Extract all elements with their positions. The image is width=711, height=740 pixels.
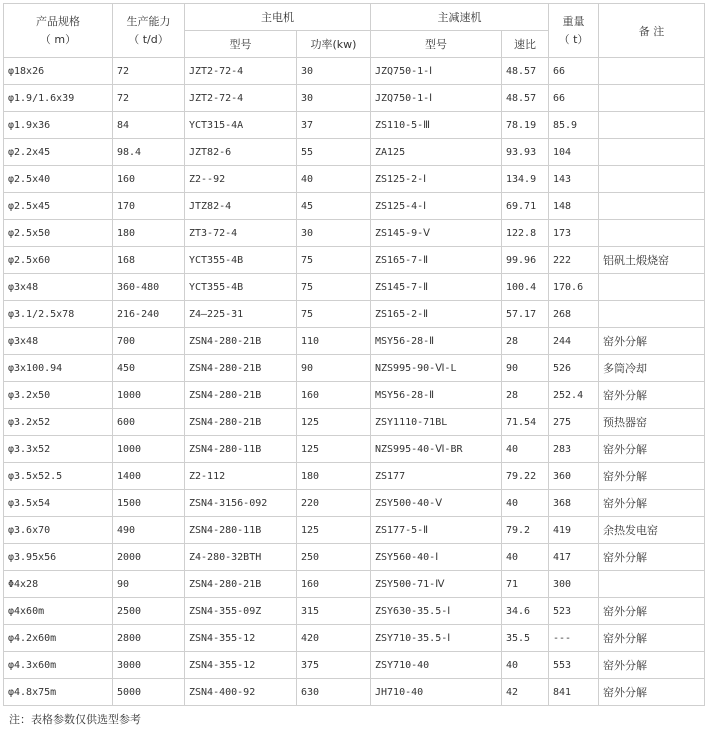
cell-spec: φ1.9x36	[4, 112, 113, 139]
cell-motor-power: 125	[297, 409, 371, 436]
cell-motor-model: Z2-112	[185, 463, 297, 490]
cell-motor-model: ZSN4-280-11B	[185, 436, 297, 463]
table-row	[4, 112, 705, 139]
cell-remark: 余热发电窑	[599, 517, 705, 544]
cell-motor-model: Z2--92	[185, 166, 297, 193]
cell-motor-model: ZSN4-280-21B	[185, 571, 297, 598]
cell-reducer-model: ZSY1110-71BL	[371, 409, 502, 436]
cell-spec: φ3.2x50	[4, 382, 113, 409]
cell-motor-power: 30	[297, 58, 371, 85]
cell-spec: φ4.3x60m	[4, 652, 113, 679]
cell-motor-power: 160	[297, 571, 371, 598]
cell-reducer-model: ZS110-5-Ⅲ	[371, 112, 502, 139]
cell-reducer-ratio: 90	[502, 355, 549, 382]
cell-motor-power: 180	[297, 463, 371, 490]
cell-motor-model: ZT3-72-4	[185, 220, 297, 247]
cell-motor-model: JTZ82-4	[185, 193, 297, 220]
cell-remark: 多筒冷却	[599, 355, 705, 382]
cell-spec: φ2.2x45	[4, 139, 113, 166]
cell-spec: φ1.9/1.6x39	[4, 85, 113, 112]
cell-weight: 143	[549, 166, 599, 193]
cell-reducer-ratio: 57.17	[502, 301, 549, 328]
cell-motor-model: YCT355-4B	[185, 247, 297, 274]
cell-remark: 窑外分解	[599, 328, 705, 355]
cell-weight: 300	[549, 571, 599, 598]
cell-weight: 222	[549, 247, 599, 274]
cell-spec: φ3.5x52.5	[4, 463, 113, 490]
cell-motor-model: ZSN4-355-12	[185, 625, 297, 652]
cell-reducer-ratio: 79.2	[502, 517, 549, 544]
header-reducer-model: 型号	[371, 31, 502, 58]
cell-reducer-ratio: 78.19	[502, 112, 549, 139]
header-weight	[549, 4, 599, 58]
cell-remark	[599, 193, 705, 220]
cell-remark	[599, 58, 705, 85]
cell-reducer-model: ZS145-7-Ⅱ	[371, 274, 502, 301]
kiln-spec-table	[3, 3, 705, 706]
cell-spec: φ18x26	[4, 58, 113, 85]
cell-reducer-ratio: 79.22	[502, 463, 549, 490]
cell-reducer-model: ZS177	[371, 463, 502, 490]
cell-motor-power: 220	[297, 490, 371, 517]
cell-spec: φ4x60m	[4, 598, 113, 625]
cell-capacity: 450	[113, 355, 185, 382]
cell-reducer-ratio: 40	[502, 490, 549, 517]
cell-motor-model: JZT2-72-4	[185, 85, 297, 112]
cell-reducer-ratio: 93.93	[502, 139, 549, 166]
cell-capacity: 170	[113, 193, 185, 220]
cell-remark: 窑外分解	[599, 490, 705, 517]
cell-capacity: 1000	[113, 382, 185, 409]
cell-remark	[599, 139, 705, 166]
header-spec-unit: （ m）	[39, 32, 77, 46]
header-remark: 备 注	[599, 4, 705, 58]
cell-capacity: 98.4	[113, 139, 185, 166]
cell-reducer-model: JZQ750-1-Ⅰ	[371, 85, 502, 112]
cell-capacity: 168	[113, 247, 185, 274]
cell-reducer-model: ZS145-9-Ⅴ	[371, 220, 502, 247]
cell-motor-model: ZSN4-280-21B	[185, 328, 297, 355]
cell-capacity: 2500	[113, 598, 185, 625]
cell-remark: 预热器窑	[599, 409, 705, 436]
header-capacity	[113, 4, 185, 58]
cell-remark: 窑外分解	[599, 652, 705, 679]
cell-spec: φ4.8x75m	[4, 679, 113, 706]
cell-reducer-ratio: 100.4	[502, 274, 549, 301]
cell-motor-model: JZT2-72-4	[185, 58, 297, 85]
cell-reducer-model: ZSY710-35.5-Ⅰ	[371, 625, 502, 652]
cell-weight: 268	[549, 301, 599, 328]
cell-reducer-model: ZSY500-40-Ⅴ	[371, 490, 502, 517]
cell-weight: 170.6	[549, 274, 599, 301]
cell-motor-power: 45	[297, 193, 371, 220]
cell-reducer-ratio: 71	[502, 571, 549, 598]
cell-remark: 窑外分解	[599, 679, 705, 706]
cell-reducer-model: ZSY560-40-Ⅰ	[371, 544, 502, 571]
cell-reducer-ratio: 42	[502, 679, 549, 706]
cell-reducer-ratio: 40	[502, 652, 549, 679]
cell-capacity: 216-240	[113, 301, 185, 328]
cell-remark: 窑外分解	[599, 382, 705, 409]
cell-reducer-ratio: 48.57	[502, 58, 549, 85]
cell-motor-power: 75	[297, 247, 371, 274]
table-row	[4, 409, 705, 436]
cell-spec: φ2.5x40	[4, 166, 113, 193]
cell-capacity: 160	[113, 166, 185, 193]
cell-motor-power: 110	[297, 328, 371, 355]
table-row	[4, 355, 705, 382]
cell-spec: φ3.6x70	[4, 517, 113, 544]
cell-capacity: 1000	[113, 436, 185, 463]
cell-remark	[599, 301, 705, 328]
cell-reducer-model: ZA125	[371, 139, 502, 166]
cell-reducer-model: ZS125-2-Ⅰ	[371, 166, 502, 193]
cell-weight: 275	[549, 409, 599, 436]
cell-motor-power: 125	[297, 517, 371, 544]
cell-spec: Φ4x28	[4, 571, 113, 598]
header-capacity-unit: （ t/d）	[128, 32, 169, 46]
cell-weight: 85.9	[549, 112, 599, 139]
table-row	[4, 58, 705, 85]
cell-spec: φ3x48	[4, 274, 113, 301]
cell-reducer-ratio: 48.57	[502, 85, 549, 112]
table-row	[4, 625, 705, 652]
cell-motor-model: Z4-280-32BTH	[185, 544, 297, 571]
table-row	[4, 139, 705, 166]
header-reducer: 主减速机	[371, 4, 549, 31]
cell-motor-power: 30	[297, 85, 371, 112]
cell-reducer-model: ZSY500-71-Ⅳ	[371, 571, 502, 598]
cell-spec: φ3x100.94	[4, 355, 113, 382]
cell-motor-power: 40	[297, 166, 371, 193]
cell-weight: 360	[549, 463, 599, 490]
cell-remark	[599, 274, 705, 301]
cell-spec: φ3.5x54	[4, 490, 113, 517]
cell-motor-power: 75	[297, 301, 371, 328]
cell-remark	[599, 85, 705, 112]
table-row	[4, 220, 705, 247]
cell-capacity: 360-480	[113, 274, 185, 301]
cell-capacity: 72	[113, 85, 185, 112]
cell-weight: 104	[549, 139, 599, 166]
cell-motor-model: ZSN4-280-11B	[185, 517, 297, 544]
table-row	[4, 490, 705, 517]
cell-reducer-ratio: 122.8	[502, 220, 549, 247]
cell-motor-power: 90	[297, 355, 371, 382]
cell-capacity: 84	[113, 112, 185, 139]
cell-weight: 252.4	[549, 382, 599, 409]
cell-capacity: 72	[113, 58, 185, 85]
cell-spec: φ2.5x45	[4, 193, 113, 220]
header-capacity-label: 生产能力	[126, 14, 171, 28]
cell-reducer-model: MSY56-28-Ⅱ	[371, 382, 502, 409]
cell-motor-model: ZSN4-355-12	[185, 652, 297, 679]
cell-reducer-model: NZS995-40-Ⅵ-BR	[371, 436, 502, 463]
cell-spec: φ2.5x60	[4, 247, 113, 274]
cell-reducer-ratio: 69.71	[502, 193, 549, 220]
cell-capacity: 3000	[113, 652, 185, 679]
cell-motor-model: ZSN4-355-09Z	[185, 598, 297, 625]
cell-motor-model: JZT82-6	[185, 139, 297, 166]
cell-reducer-ratio: 134.9	[502, 166, 549, 193]
cell-reducer-ratio: 71.54	[502, 409, 549, 436]
cell-reducer-ratio: 40	[502, 544, 549, 571]
cell-capacity: 1500	[113, 490, 185, 517]
cell-motor-power: 420	[297, 625, 371, 652]
header-weight-unit: （ t）	[558, 32, 589, 46]
cell-motor-power: 30	[297, 220, 371, 247]
cell-reducer-model: NZS995-90-Ⅵ-L	[371, 355, 502, 382]
cell-weight: 173	[549, 220, 599, 247]
cell-weight: 368	[549, 490, 599, 517]
cell-weight: 66	[549, 58, 599, 85]
cell-reducer-model: ZS177-5-Ⅱ	[371, 517, 502, 544]
cell-motor-model: ZSN4-400-92	[185, 679, 297, 706]
cell-remark	[599, 571, 705, 598]
cell-motor-power: 37	[297, 112, 371, 139]
cell-reducer-model: ZS165-7-Ⅱ	[371, 247, 502, 274]
table-row	[4, 517, 705, 544]
cell-motor-power: 160	[297, 382, 371, 409]
table-row	[4, 301, 705, 328]
cell-motor-power: 630	[297, 679, 371, 706]
table-row	[4, 247, 705, 274]
table-footnote: 注：表格参数仅供选型参考	[9, 713, 141, 726]
cell-weight: 523	[549, 598, 599, 625]
cell-remark: 窑外分解	[599, 544, 705, 571]
cell-reducer-ratio: 28	[502, 382, 549, 409]
table-row	[4, 679, 705, 706]
cell-remark	[599, 112, 705, 139]
table-row	[4, 166, 705, 193]
table-row	[4, 598, 705, 625]
cell-weight: 283	[549, 436, 599, 463]
cell-spec: φ3.2x52	[4, 409, 113, 436]
table-row	[4, 193, 705, 220]
cell-capacity: 180	[113, 220, 185, 247]
cell-capacity: 90	[113, 571, 185, 598]
cell-capacity: 600	[113, 409, 185, 436]
cell-spec: φ3.3x52	[4, 436, 113, 463]
cell-reducer-ratio: 40	[502, 436, 549, 463]
cell-weight: 419	[549, 517, 599, 544]
table-row	[4, 274, 705, 301]
cell-spec: φ3x48	[4, 328, 113, 355]
cell-motor-model: YCT315-4A	[185, 112, 297, 139]
cell-spec: φ3.95x56	[4, 544, 113, 571]
cell-motor-power: 315	[297, 598, 371, 625]
cell-capacity: 1400	[113, 463, 185, 490]
cell-reducer-ratio: 99.96	[502, 247, 549, 274]
cell-reducer-model: ZS125-4-Ⅰ	[371, 193, 502, 220]
cell-capacity: 2000	[113, 544, 185, 571]
cell-remark: 窑外分解	[599, 625, 705, 652]
cell-motor-model: ZSN4-280-21B	[185, 409, 297, 436]
header-spec	[4, 4, 113, 58]
cell-motor-power: 250	[297, 544, 371, 571]
cell-motor-model: ZSN4-280-21B	[185, 355, 297, 382]
header-motor-model: 型号	[185, 31, 297, 58]
cell-remark	[599, 166, 705, 193]
cell-capacity: 5000	[113, 679, 185, 706]
cell-remark: 窑外分解	[599, 598, 705, 625]
header-spec-label: 产品规格	[36, 14, 80, 28]
cell-weight: 526	[549, 355, 599, 382]
table-row	[4, 436, 705, 463]
table-body	[4, 58, 705, 706]
cell-weight: 244	[549, 328, 599, 355]
cell-reducer-model: JH710-40	[371, 679, 502, 706]
header-row-top	[4, 4, 705, 31]
cell-weight: 841	[549, 679, 599, 706]
cell-weight: 417	[549, 544, 599, 571]
table-row	[4, 382, 705, 409]
cell-weight: 553	[549, 652, 599, 679]
cell-motor-model: ZSN4-3156-092	[185, 490, 297, 517]
cell-reducer-ratio: 34.6	[502, 598, 549, 625]
cell-spec: φ4.2x60m	[4, 625, 113, 652]
header-reducer-ratio: 速比	[502, 31, 549, 58]
header-weight-label: 重量	[562, 14, 585, 28]
header-motor-power: 功率(kw)	[297, 31, 371, 58]
header-motor: 主电机	[185, 4, 371, 31]
cell-motor-power: 55	[297, 139, 371, 166]
cell-motor-model: YCT355-4B	[185, 274, 297, 301]
cell-spec: φ3.1/2.5x78	[4, 301, 113, 328]
cell-capacity: 2800	[113, 625, 185, 652]
cell-reducer-model: ZSY630-35.5-Ⅰ	[371, 598, 502, 625]
cell-reducer-model: MSY56-28-Ⅱ	[371, 328, 502, 355]
cell-remark: 铝矾土煅烧窑	[599, 247, 705, 274]
cell-reducer-ratio: 35.5	[502, 625, 549, 652]
table-row	[4, 85, 705, 112]
cell-capacity: 490	[113, 517, 185, 544]
cell-capacity: 700	[113, 328, 185, 355]
cell-remark: 窑外分解	[599, 463, 705, 490]
cell-spec: φ2.5x50	[4, 220, 113, 247]
table-row	[4, 571, 705, 598]
table-row	[4, 463, 705, 490]
cell-weight: ---	[549, 625, 599, 652]
cell-motor-power: 375	[297, 652, 371, 679]
cell-motor-power: 75	[297, 274, 371, 301]
cell-reducer-ratio: 28	[502, 328, 549, 355]
cell-remark: 窑外分解	[599, 436, 705, 463]
cell-reducer-model: ZSY710-40	[371, 652, 502, 679]
cell-remark	[599, 220, 705, 247]
cell-reducer-model: ZS165-2-Ⅱ	[371, 301, 502, 328]
cell-reducer-model: JZQ750-1-Ⅰ	[371, 58, 502, 85]
cell-weight: 66	[549, 85, 599, 112]
cell-motor-power: 125	[297, 436, 371, 463]
cell-weight: 148	[549, 193, 599, 220]
cell-motor-model: ZSN4-280-21B	[185, 382, 297, 409]
table-row	[4, 544, 705, 571]
table-row	[4, 652, 705, 679]
cell-motor-model: Z4—225-31	[185, 301, 297, 328]
table-row	[4, 328, 705, 355]
